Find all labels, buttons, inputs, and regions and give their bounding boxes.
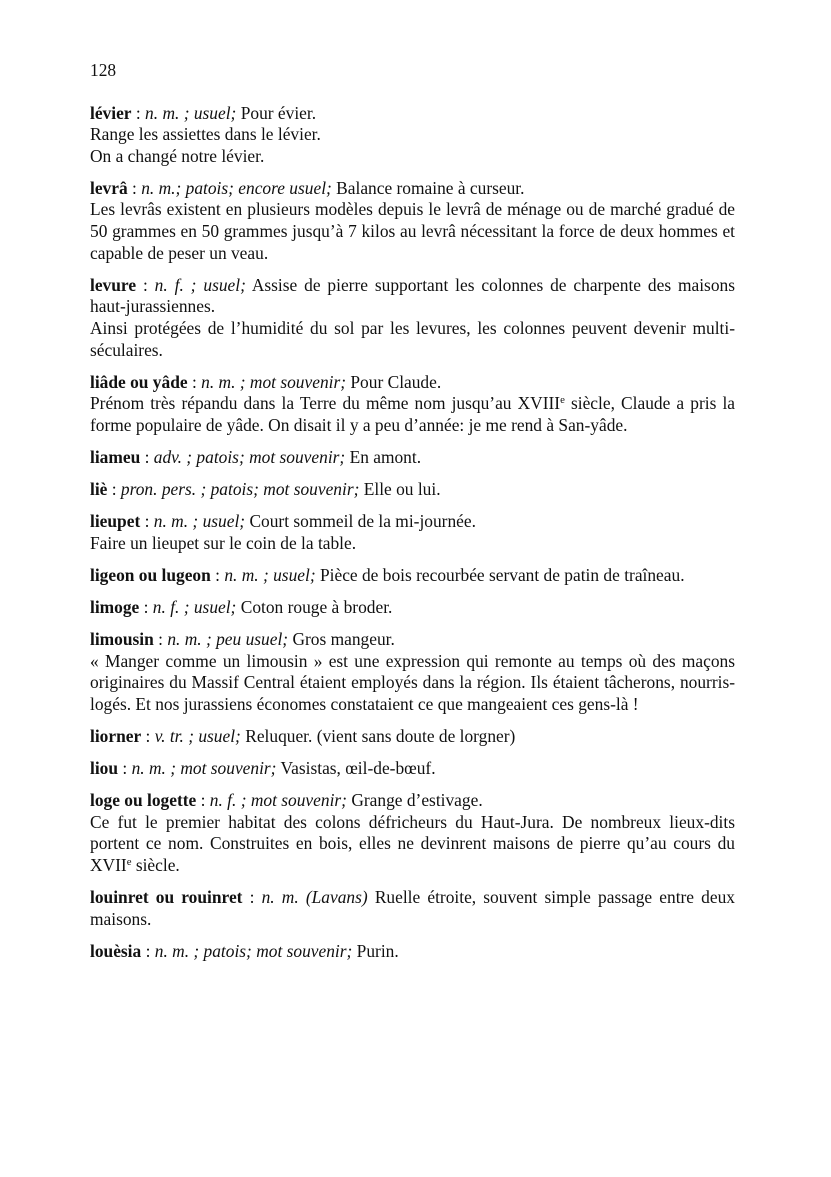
grammar-label: n. m. ; peu usuel; (167, 628, 289, 649)
definition: Coton rouge à broder. (240, 596, 393, 617)
entry-ligeon: ligeon ou lugeon : n. m. ; usuel; Pièce de bois recourbée servant de patin de traîneau. (90, 564, 685, 585)
entry-levier: lévier : n. m. ; usuel; Pour évier. Range les assiettes dans le lévier. On a changé notre lévier. (90, 103, 735, 168)
example: Faire un lieupet sur le coin de la table. (90, 532, 357, 553)
headword: lieupet (90, 511, 141, 532)
grammar-label: n. m.; patois; encore usuel; (141, 177, 332, 198)
entry-limousin: limousin : n. m. ; peu usuel; Gros mangeur. « Manger comme un limousin » est une expression qui remonte au temps où des maçons originaires du Massif Central étaient employés dans la région. Ils étaient tâcherons, nourris-logés. Et nos jurassiens économes constataient ce que mangeaient ces gens-là ! (90, 628, 735, 714)
grammar-label: n. m. ; usuel; (224, 564, 316, 585)
entry-liou: liou : n. m. ; mot souvenir; Vasistas, œil-de-bœuf. (90, 757, 436, 778)
grammar-label: pron. pers. ; patois; mot souvenir; (120, 479, 360, 499)
entry-lie: liè : pron. pers. ; patois; mot souvenir; Elle ou lui. (90, 479, 441, 499)
definition: Pour Claude. (350, 371, 442, 392)
headword: louinret ou rouinret (90, 886, 243, 907)
headword: louèsia (90, 940, 142, 961)
superscript: e (126, 855, 132, 868)
page-number: 128 (90, 60, 117, 80)
headword: liâde ou yâde (90, 371, 188, 392)
definition: Balance romaine à curseur. (336, 177, 525, 198)
definition: Vasistas, œil-de-bœuf. (280, 757, 436, 778)
grammar-label: n. m. ; usuel; (153, 511, 246, 532)
entry-levure: levure : n. f. ; usuel; Assise de pierre supportant les colonnes de charpente des maisons haut-jurassiennes. Ainsi protégées de l’humidité du sol par les levures, les colonnes peuvent devenir multi-séculaires. (90, 274, 735, 360)
superscript: e (560, 394, 565, 407)
headword: liou (90, 757, 119, 778)
example: On a changé notre lévier. (90, 145, 265, 166)
definition: Pour évier. (240, 102, 317, 123)
example-text: siècle, Claude a pris la forme populaire de yâde. On disait il y a peu d’année: je me rend à San-yâde. (90, 393, 735, 435)
headword: liorner (90, 725, 142, 746)
headword: lévier (90, 102, 132, 123)
definition: En amont. (349, 446, 422, 467)
entry-limoge: limoge : n. f. ; usuel; Coton rouge à broder. (90, 596, 393, 617)
definition: Grange d’estivage. (351, 790, 483, 811)
dictionary-page (90, 60, 735, 973)
grammar-label: n. m. ; patois; mot souvenir; (154, 940, 353, 961)
definition: Ruelle étroite, souvent simple passage entre deux maisons. (90, 886, 735, 929)
definition: Assise de pierre supportant les colonnes de charpente des maisons haut-jurassiennes. (90, 274, 735, 317)
grammar-label: n. m. ; mot souvenir; (201, 371, 347, 392)
headword: liè (90, 479, 108, 499)
grammar-label: n. m. ; mot souvenir; (131, 757, 277, 778)
definition: Court sommeil de la mi-journée. (249, 511, 476, 532)
grammar-label: n. f. ; usuel; (152, 596, 237, 617)
example: Les levrâs existent en plusieurs modèles depuis le levrâ de ménage ou de marché gradué de 50 grammes en 50 grammes jusqu’à 7 kilos au levrâ nécessitant la force de deux hommes et capable de peser un veau. (90, 199, 735, 263)
definition: Elle ou lui. (363, 479, 441, 499)
entry-levra: levrâ : n. m.; patois; encore usuel; Balance romaine à curseur. Les levrâs existent en plusieurs modèles depuis le levrâ de ménage ou de marché gradué de 50 grammes en 50 grammes jusqu’à 7 kilos au levrâ nécessitant la force de deux hommes et capable de peser un veau. (90, 177, 735, 263)
definition: Gros mangeur. (292, 628, 395, 649)
definition: Reluquer. (vient sans doute de lorgner) (245, 725, 516, 746)
headword: liameu (90, 446, 141, 467)
headword: levure (90, 274, 137, 295)
entry-liorner: liorner : v. tr. ; usuel; Reluquer. (vient sans doute de lorgner) (90, 725, 516, 746)
entry-liameu: liameu : adv. ; patois; mot souvenir; En amont. (90, 446, 422, 467)
grammar-label: n. m. (Lavans) (261, 886, 368, 907)
definition: Purin. (356, 940, 399, 961)
entry-loge: loge ou logette : n. f. ; mot souvenir; Grange d’estivage. Ce fut le premier habitat des colons défricheurs du Haut-Jura. De nombreux lieux-dits portent ce nom. Construites en bois, elles ne devinrent maisons de pierre qu’au cours du XVIIe siècle. (90, 790, 735, 875)
grammar-label: n. f. ; usuel; (154, 274, 246, 295)
example (90, 812, 735, 877)
example-text: siècle. (131, 854, 180, 875)
entry-louinret: louinret ou rouinret : n. m. (Lavans) Ruelle étroite, souvent simple passage entre deux maisons. (90, 886, 735, 929)
example-text: Ce fut le premier habitat des colons défricheurs du Haut-Jura. De nombreux lieux-dits portent ce nom. Construites en bois, elles ne devinrent maisons de pierre qu’au cours du XVII (90, 811, 735, 875)
definition: Pièce de bois recourbée servant de patin de traîneau. (319, 564, 685, 585)
entry-louesia: louèsia : n. m. ; patois; mot souvenir; Purin. (90, 940, 399, 961)
headword: loge ou logette (90, 790, 197, 811)
grammar-label: adv. ; patois; mot souvenir; (153, 446, 346, 467)
example (90, 393, 735, 436)
example: Ainsi protégées de l’humidité du sol par les levures, les colonnes peuvent devenir multi-séculaires. (90, 317, 735, 360)
example: Range les assiettes dans le lévier. (90, 124, 321, 145)
entry-liade: liâde ou yâde : n. m. ; mot souvenir; Pour Claude. Prénom très répandu dans la Terre du même nom jusqu’au XVIIIe siècle, Claude a pris la forme populaire de yâde. On disait il y a peu d’année: je me rend à San-yâde. (90, 371, 735, 435)
example-text: Prénom très répandu dans la Terre du même nom jusqu’au XVIII (90, 393, 561, 414)
headword: limoge (90, 596, 140, 617)
entry-lieupet: lieupet : n. m. ; usuel; Court sommeil de la mi-journée. Faire un lieupet sur le coin de la table. (90, 511, 735, 554)
headword: limousin (90, 628, 154, 649)
headword: ligeon ou lugeon (90, 564, 211, 585)
grammar-label: v. tr. ; usuel; (154, 725, 241, 746)
example: « Manger comme un limousin » est une expression qui remonte au temps où des maçons originaires du Massif Central étaient employés dans la région. Ils étaient tâcherons, nourris-logés. Et nos jurassiens économes constataient ce que mangeaient ces gens-là ! (90, 650, 735, 714)
grammar-label: n. m. ; usuel; (145, 102, 237, 123)
headword: levrâ (90, 177, 128, 198)
grammar-label: n. f. ; mot souvenir; (209, 790, 347, 811)
